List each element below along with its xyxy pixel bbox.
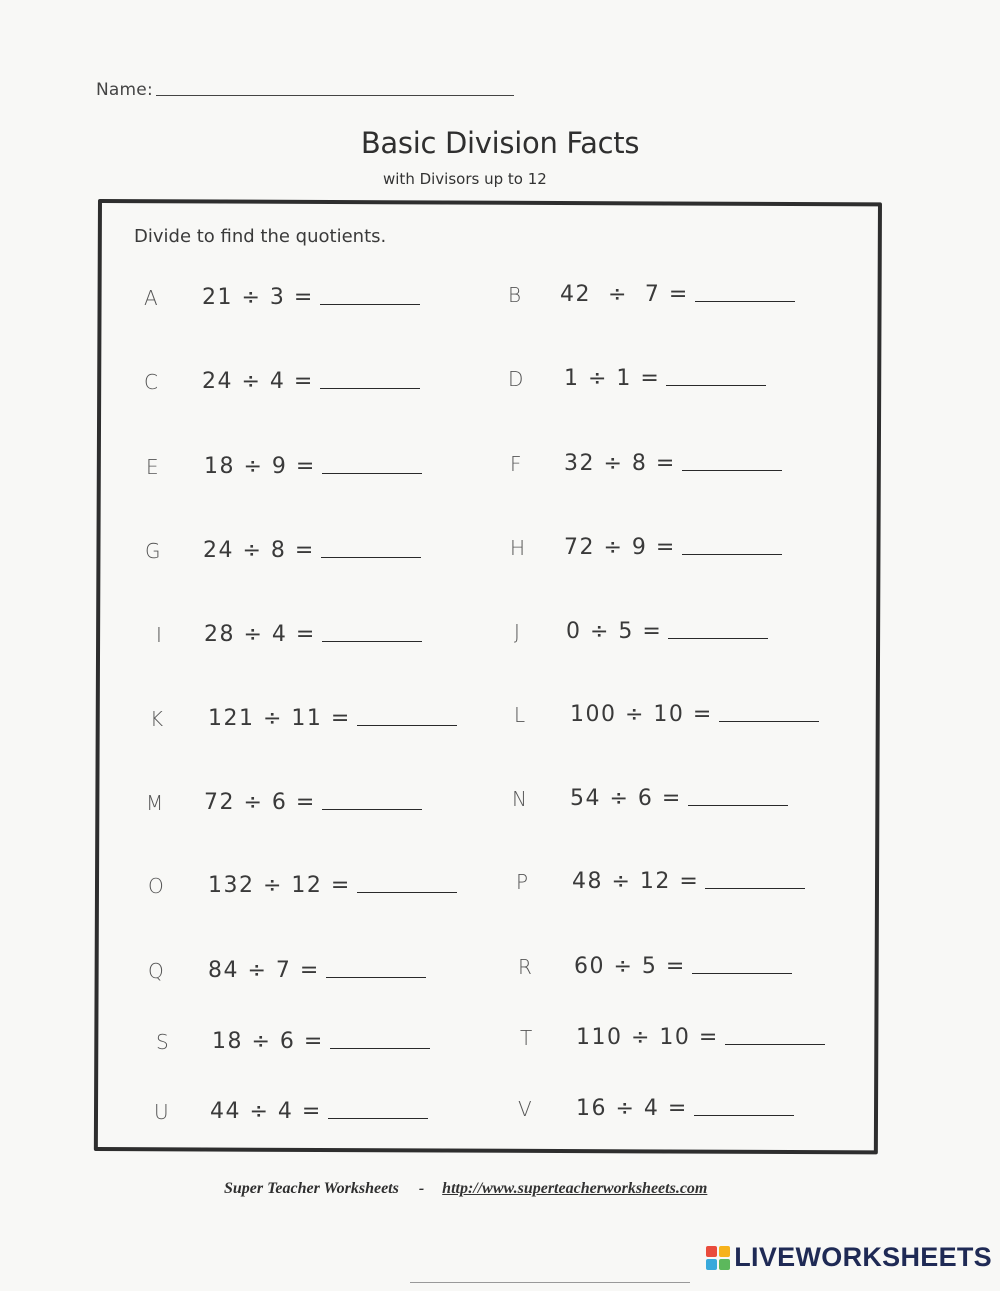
problem-letter: T xyxy=(520,1026,533,1050)
problem-letter: J xyxy=(514,620,520,644)
problem-expression: 18 ÷ 9 = xyxy=(204,454,316,479)
problem-letter: D xyxy=(508,367,524,391)
problem-p xyxy=(516,864,805,894)
answer-blank[interactable] xyxy=(688,805,788,806)
answer-blank[interactable] xyxy=(328,1118,428,1119)
problem-letter: N xyxy=(512,787,527,811)
answer-blank[interactable] xyxy=(322,473,422,474)
problem-expression: 110 ÷ 10 = xyxy=(576,1025,719,1050)
problems-box xyxy=(94,199,882,1154)
problem-expression: 54 ÷ 6 = xyxy=(570,786,682,811)
answer-blank[interactable] xyxy=(692,973,792,974)
problem-s xyxy=(156,1024,430,1054)
answer-blank[interactable] xyxy=(322,641,422,642)
instructions: Divide to find the quotients. xyxy=(134,226,387,247)
problem-letter: K xyxy=(150,707,164,731)
page-title: Basic Division Facts xyxy=(360,126,640,160)
page-subtitle: with Divisors up to 12 xyxy=(383,170,547,188)
problem-expression: 1 ÷ 1 = xyxy=(564,366,661,391)
problem-h xyxy=(510,530,782,560)
problem-letter: M xyxy=(146,791,164,815)
problem-d xyxy=(508,361,766,391)
problem-expression: 21 ÷ 3 = xyxy=(202,285,314,310)
problem-expression: 24 ÷ 4 = xyxy=(202,369,314,394)
liveworksheets-wordmark: LIVEWORKSHEETS xyxy=(734,1242,992,1272)
answer-blank[interactable] xyxy=(719,721,819,722)
answer-blank[interactable] xyxy=(320,304,420,305)
problem-expression: 24 ÷ 8 = xyxy=(203,538,315,563)
problem-expression: 100 ÷ 10 = xyxy=(570,702,713,727)
footer-separator: - xyxy=(418,1180,425,1197)
problem-v xyxy=(518,1091,794,1121)
answer-blank[interactable] xyxy=(321,557,421,558)
problem-expression: 132 ÷ 12 = xyxy=(208,873,351,898)
footer xyxy=(224,1180,707,1198)
problem-letter: S xyxy=(156,1030,169,1054)
problem-letter: L xyxy=(514,703,526,727)
problem-expression: 42 ÷ 7 = xyxy=(560,282,689,307)
problem-expression: 16 ÷ 4 = xyxy=(576,1096,688,1121)
answer-blank[interactable] xyxy=(357,892,457,893)
answer-blank[interactable] xyxy=(694,1115,794,1116)
name-input-line[interactable] xyxy=(156,95,514,96)
answer-blank[interactable] xyxy=(357,725,457,726)
problem-c xyxy=(144,364,420,394)
problem-letter: B xyxy=(508,283,522,307)
problem-m xyxy=(146,785,422,815)
problem-letter: V xyxy=(518,1097,532,1121)
problem-letter: H xyxy=(510,536,526,560)
problem-expression: 84 ÷ 7 = xyxy=(208,958,320,983)
problem-letter: O xyxy=(148,874,164,898)
problem-b xyxy=(508,277,795,307)
problem-expression: 60 ÷ 5 = xyxy=(574,954,686,979)
answer-blank[interactable] xyxy=(682,554,782,555)
problem-letter: I xyxy=(156,623,162,647)
problem-i xyxy=(156,617,422,647)
logo-block-blue xyxy=(706,1259,717,1270)
answer-blank[interactable] xyxy=(705,888,805,889)
liveworksheets-logo[interactable] xyxy=(706,1242,992,1273)
problem-n xyxy=(512,781,788,811)
answer-blank[interactable] xyxy=(322,809,422,810)
problem-j xyxy=(514,614,768,644)
answer-blank[interactable] xyxy=(330,1048,430,1049)
footer-brand: Super Teacher Worksheets xyxy=(224,1180,399,1197)
bottom-divider xyxy=(410,1282,690,1283)
name-row xyxy=(96,80,526,104)
problem-letter: P xyxy=(516,870,529,894)
problem-f xyxy=(510,446,782,476)
problem-expression: 48 ÷ 12 = xyxy=(572,869,700,894)
problem-expression: 32 ÷ 8 = xyxy=(564,451,676,476)
problem-a xyxy=(144,280,420,310)
logo-block-yellow xyxy=(719,1246,730,1257)
problem-expression: 0 ÷ 5 = xyxy=(566,619,663,644)
problem-expression: 44 ÷ 4 = xyxy=(210,1099,322,1124)
problem-letter: G xyxy=(145,539,161,563)
answer-blank[interactable] xyxy=(320,388,420,389)
answer-blank[interactable] xyxy=(682,470,782,471)
problem-q xyxy=(148,953,426,983)
answer-blank[interactable] xyxy=(666,385,766,386)
name-label: Name: xyxy=(96,80,153,100)
answer-blank[interactable] xyxy=(326,977,426,978)
problem-expression: 28 ÷ 4 = xyxy=(204,622,316,647)
logo-block-green xyxy=(719,1259,730,1270)
problem-k xyxy=(150,701,457,731)
answer-blank[interactable] xyxy=(725,1044,825,1045)
problem-e xyxy=(146,449,422,479)
problem-u xyxy=(154,1094,428,1124)
liveworksheets-blocks-icon xyxy=(706,1246,730,1270)
footer-url-link[interactable]: http://www.superteacherworksheets.com xyxy=(442,1180,708,1197)
problem-letter: R xyxy=(518,955,532,979)
problem-g xyxy=(145,533,421,563)
logo-block-red xyxy=(706,1246,717,1257)
answer-blank[interactable] xyxy=(695,301,795,302)
problem-letter: U xyxy=(154,1100,169,1124)
problem-expression: 72 ÷ 9 = xyxy=(564,535,676,560)
problem-letter: E xyxy=(146,455,159,479)
problem-t xyxy=(520,1020,825,1050)
problem-letter: A xyxy=(144,286,158,310)
problem-l xyxy=(514,697,819,727)
problem-letter: C xyxy=(144,370,158,394)
problem-expression: 72 ÷ 6 = xyxy=(204,790,316,815)
problem-letter: Q xyxy=(148,959,164,983)
answer-blank[interactable] xyxy=(668,638,768,639)
problem-expression: 18 ÷ 6 = xyxy=(212,1029,324,1054)
problem-expression: 121 ÷ 11 = xyxy=(208,706,351,731)
problem-o xyxy=(148,868,457,898)
problem-letter: F xyxy=(510,452,522,476)
problem-r xyxy=(518,949,792,979)
